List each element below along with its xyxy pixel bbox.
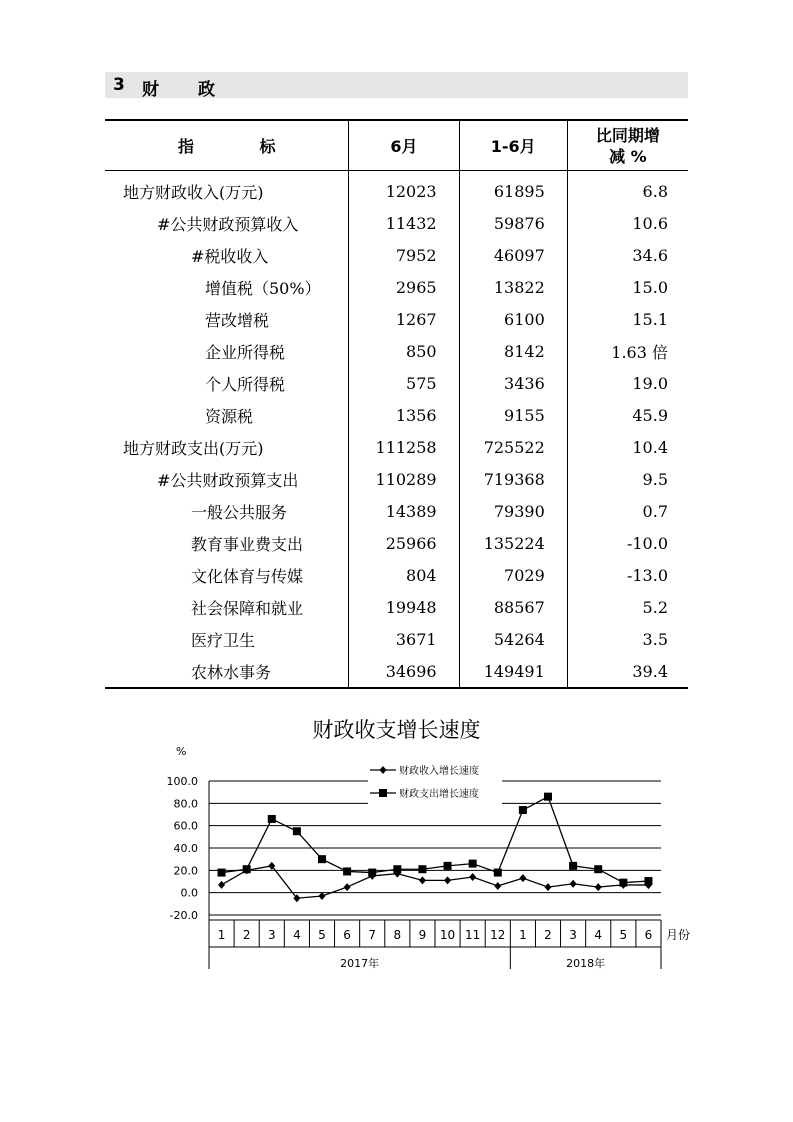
row-cumulative-value: 54264: [459, 623, 567, 655]
row-month-value: 7952: [349, 239, 459, 271]
data-point-expenditure: [343, 867, 351, 875]
year-label: 2017年: [340, 957, 380, 970]
data-point-expenditure: [418, 865, 426, 873]
row-percent-value: 15.1: [567, 303, 688, 335]
data-point-expenditure: [469, 860, 477, 868]
chart-title: 财政收支增长速度: [312, 718, 481, 742]
row-cumulative-value: 46097: [459, 239, 567, 271]
data-point-expenditure: [569, 862, 577, 870]
row-month-value: 804: [349, 559, 459, 591]
row-percent-value: 0.7: [567, 495, 688, 527]
row-label: 教育事业费支出: [191, 534, 304, 554]
row-label: 营改增税: [205, 310, 270, 330]
row-percent-value: 39.4: [567, 655, 688, 688]
table-row: [105, 495, 688, 527]
row-percent-value: -13.0: [567, 559, 688, 591]
y-tick-label: 60.0: [173, 819, 198, 833]
row-label: 社会保障和就业: [191, 598, 304, 618]
data-point-expenditure: [494, 869, 502, 877]
legend-label: 财政支出增长速度: [399, 789, 479, 800]
y-tick-label: 80.0: [173, 797, 198, 811]
data-point-expenditure: [644, 877, 652, 885]
row-label: 地方财政支出(万元): [123, 438, 264, 458]
x-tick-label: 3: [569, 928, 577, 942]
row-cumulative-value: 719368: [459, 463, 567, 495]
header-percent-line2: 减 %: [609, 146, 647, 166]
row-cumulative-value: 9155: [459, 399, 567, 431]
section-title: [105, 72, 688, 98]
data-point-expenditure: [544, 793, 552, 801]
x-tick-label: 8: [393, 928, 402, 942]
y-tick-label: 20.0: [173, 864, 198, 878]
legend-label: 财政收入增长速度: [399, 766, 479, 777]
series-line-2: [222, 797, 649, 883]
row-label: 文化体育与传媒: [191, 566, 304, 586]
table-body: [105, 171, 688, 689]
row-percent-value: 9.5: [567, 463, 688, 495]
x-tick-label: 5: [619, 928, 628, 942]
x-tick-label: 12: [490, 928, 506, 942]
line-chart: [0, 740, 793, 980]
row-month-value: 14389: [349, 495, 459, 527]
row-label: #公共财政预算收入: [157, 214, 299, 234]
table-row: [105, 591, 688, 623]
row-month-value: 3671: [349, 623, 459, 655]
table-row: [105, 527, 688, 559]
row-month-value: 19948: [349, 591, 459, 623]
data-point-expenditure: [218, 869, 226, 877]
row-percent-value: 19.0: [567, 367, 688, 399]
row-label: 农林水事务: [191, 662, 272, 682]
row-month-value: 34696: [349, 655, 459, 688]
row-percent-value: 5.2: [567, 591, 688, 623]
x-tick-label: 9: [418, 928, 427, 942]
row-label: 一般公共服务: [191, 502, 288, 522]
row-month-value: 25966: [349, 527, 459, 559]
row-percent-value: 10.6: [567, 207, 688, 239]
table-row: [105, 271, 688, 303]
section-word-2: 政: [198, 80, 215, 100]
row-percent-value: 10.4: [567, 431, 688, 463]
data-point-expenditure: [243, 865, 251, 873]
row-month-value: 2965: [349, 271, 459, 303]
row-label: #税收收入: [191, 246, 269, 266]
row-cumulative-value: 88567: [459, 591, 567, 623]
year-label: 2018年: [566, 957, 606, 970]
data-point-expenditure: [444, 862, 452, 870]
row-label: 资源税: [205, 406, 254, 426]
data-point-expenditure: [594, 865, 602, 873]
data-point-expenditure: [268, 815, 276, 823]
y-axis-label: %: [176, 745, 187, 758]
row-month-value: 111258: [349, 431, 459, 463]
x-tick-label: 4: [293, 928, 301, 942]
y-tick-label: 100.0: [166, 775, 198, 788]
data-point-revenue: [494, 882, 501, 890]
table-row: [105, 239, 688, 271]
row-percent-value: 34.6: [567, 239, 688, 271]
row-percent-value: -10.0: [567, 527, 688, 559]
row-percent-value: 3.5: [567, 623, 688, 655]
data-point-revenue: [570, 880, 577, 888]
x-tick-label: 10: [439, 928, 456, 942]
row-month-value: 1356: [349, 399, 459, 431]
table-header-row: [105, 120, 688, 171]
row-cumulative-value: 135224: [459, 527, 567, 559]
data-point-revenue: [595, 883, 602, 891]
row-percent-value: 1.63 倍: [567, 335, 688, 367]
x-tick-label: 5: [318, 928, 326, 942]
row-percent-value: 45.9: [567, 399, 688, 431]
table-row: [105, 367, 688, 399]
data-point-expenditure: [318, 855, 326, 863]
y-tick-label: 0.0: [180, 886, 198, 900]
row-label: 地方财政收入(万元): [123, 182, 264, 202]
table-row: [105, 303, 688, 335]
header-indicator-b: 标: [259, 137, 276, 156]
row-cumulative-value: 6100: [459, 303, 567, 335]
row-label: #公共财政预算支出: [157, 470, 299, 490]
x-tick-label: 6: [343, 928, 351, 942]
header-percent: [567, 120, 688, 171]
header-cumulative: 1-6月: [459, 120, 567, 171]
row-cumulative-value: 61895: [459, 171, 567, 208]
row-label: 个人所得税: [205, 374, 286, 394]
section-number: 3: [113, 75, 125, 95]
row-percent-value: 15.0: [567, 271, 688, 303]
row-cumulative-value: 3436: [459, 367, 567, 399]
row-cumulative-value: 79390: [459, 495, 567, 527]
legend-marker-square: [379, 789, 387, 797]
row-month-value: 1267: [349, 303, 459, 335]
row-cumulative-value: 59876: [459, 207, 567, 239]
section-word-1: 财: [142, 80, 159, 100]
header-indicator: [105, 120, 349, 171]
header-indicator-a: 指: [177, 137, 194, 156]
x-axis-label: 月份: [666, 928, 691, 942]
finance-table: [105, 119, 688, 689]
row-month-value: 110289: [349, 463, 459, 495]
header-percent-line1: 比同期增: [595, 125, 660, 145]
row-month-value: 12023: [349, 171, 459, 208]
row-cumulative-value: 13822: [459, 271, 567, 303]
data-point-revenue: [218, 881, 225, 889]
row-label: 企业所得税: [205, 342, 286, 362]
table-row: [105, 655, 688, 688]
data-point-expenditure: [519, 806, 527, 814]
data-point-revenue: [519, 874, 526, 882]
table-row: [105, 623, 688, 655]
row-label: 医疗卫生: [191, 630, 256, 650]
data-point-expenditure: [393, 865, 401, 873]
data-point-revenue: [344, 883, 351, 891]
data-point-expenditure: [293, 827, 301, 835]
table-row: [105, 399, 688, 431]
row-month-value: 575: [349, 367, 459, 399]
x-tick-label: 1: [217, 928, 226, 942]
x-tick-label: 2: [242, 928, 251, 942]
table-row: [105, 207, 688, 239]
x-tick-label: 11: [465, 928, 481, 942]
row-cumulative-value: 725522: [459, 431, 567, 463]
x-tick-label: 7: [368, 928, 377, 942]
row-month-value: 11432: [349, 207, 459, 239]
table-row: [105, 463, 688, 495]
data-point-revenue: [419, 876, 426, 884]
row-month-value: 850: [349, 335, 459, 367]
data-point-revenue: [319, 892, 326, 900]
y-tick-label: -20.0: [169, 909, 198, 922]
table-row: [105, 335, 688, 367]
table-row: [105, 171, 688, 208]
data-point-expenditure: [368, 869, 376, 877]
row-cumulative-value: 149491: [459, 655, 567, 688]
data-point-revenue: [545, 883, 552, 891]
row-label: 增值税（50%）: [205, 278, 321, 298]
row-cumulative-value: 8142: [459, 335, 567, 367]
data-point-revenue: [444, 876, 451, 884]
y-tick-label: 40.0: [173, 842, 198, 855]
x-tick-label: 3: [267, 928, 276, 942]
table-row: [105, 559, 688, 591]
x-tick-label: 4: [594, 928, 603, 942]
header-month: 6月: [349, 120, 459, 171]
row-percent-value: 6.8: [567, 171, 688, 208]
data-point-revenue: [469, 873, 476, 881]
x-tick-label: 1: [519, 928, 527, 942]
x-tick-label: 6: [644, 928, 653, 942]
row-cumulative-value: 7029: [459, 559, 567, 591]
data-point-expenditure: [619, 879, 627, 887]
table-row: [105, 431, 688, 463]
x-tick-label: 2: [544, 928, 552, 942]
